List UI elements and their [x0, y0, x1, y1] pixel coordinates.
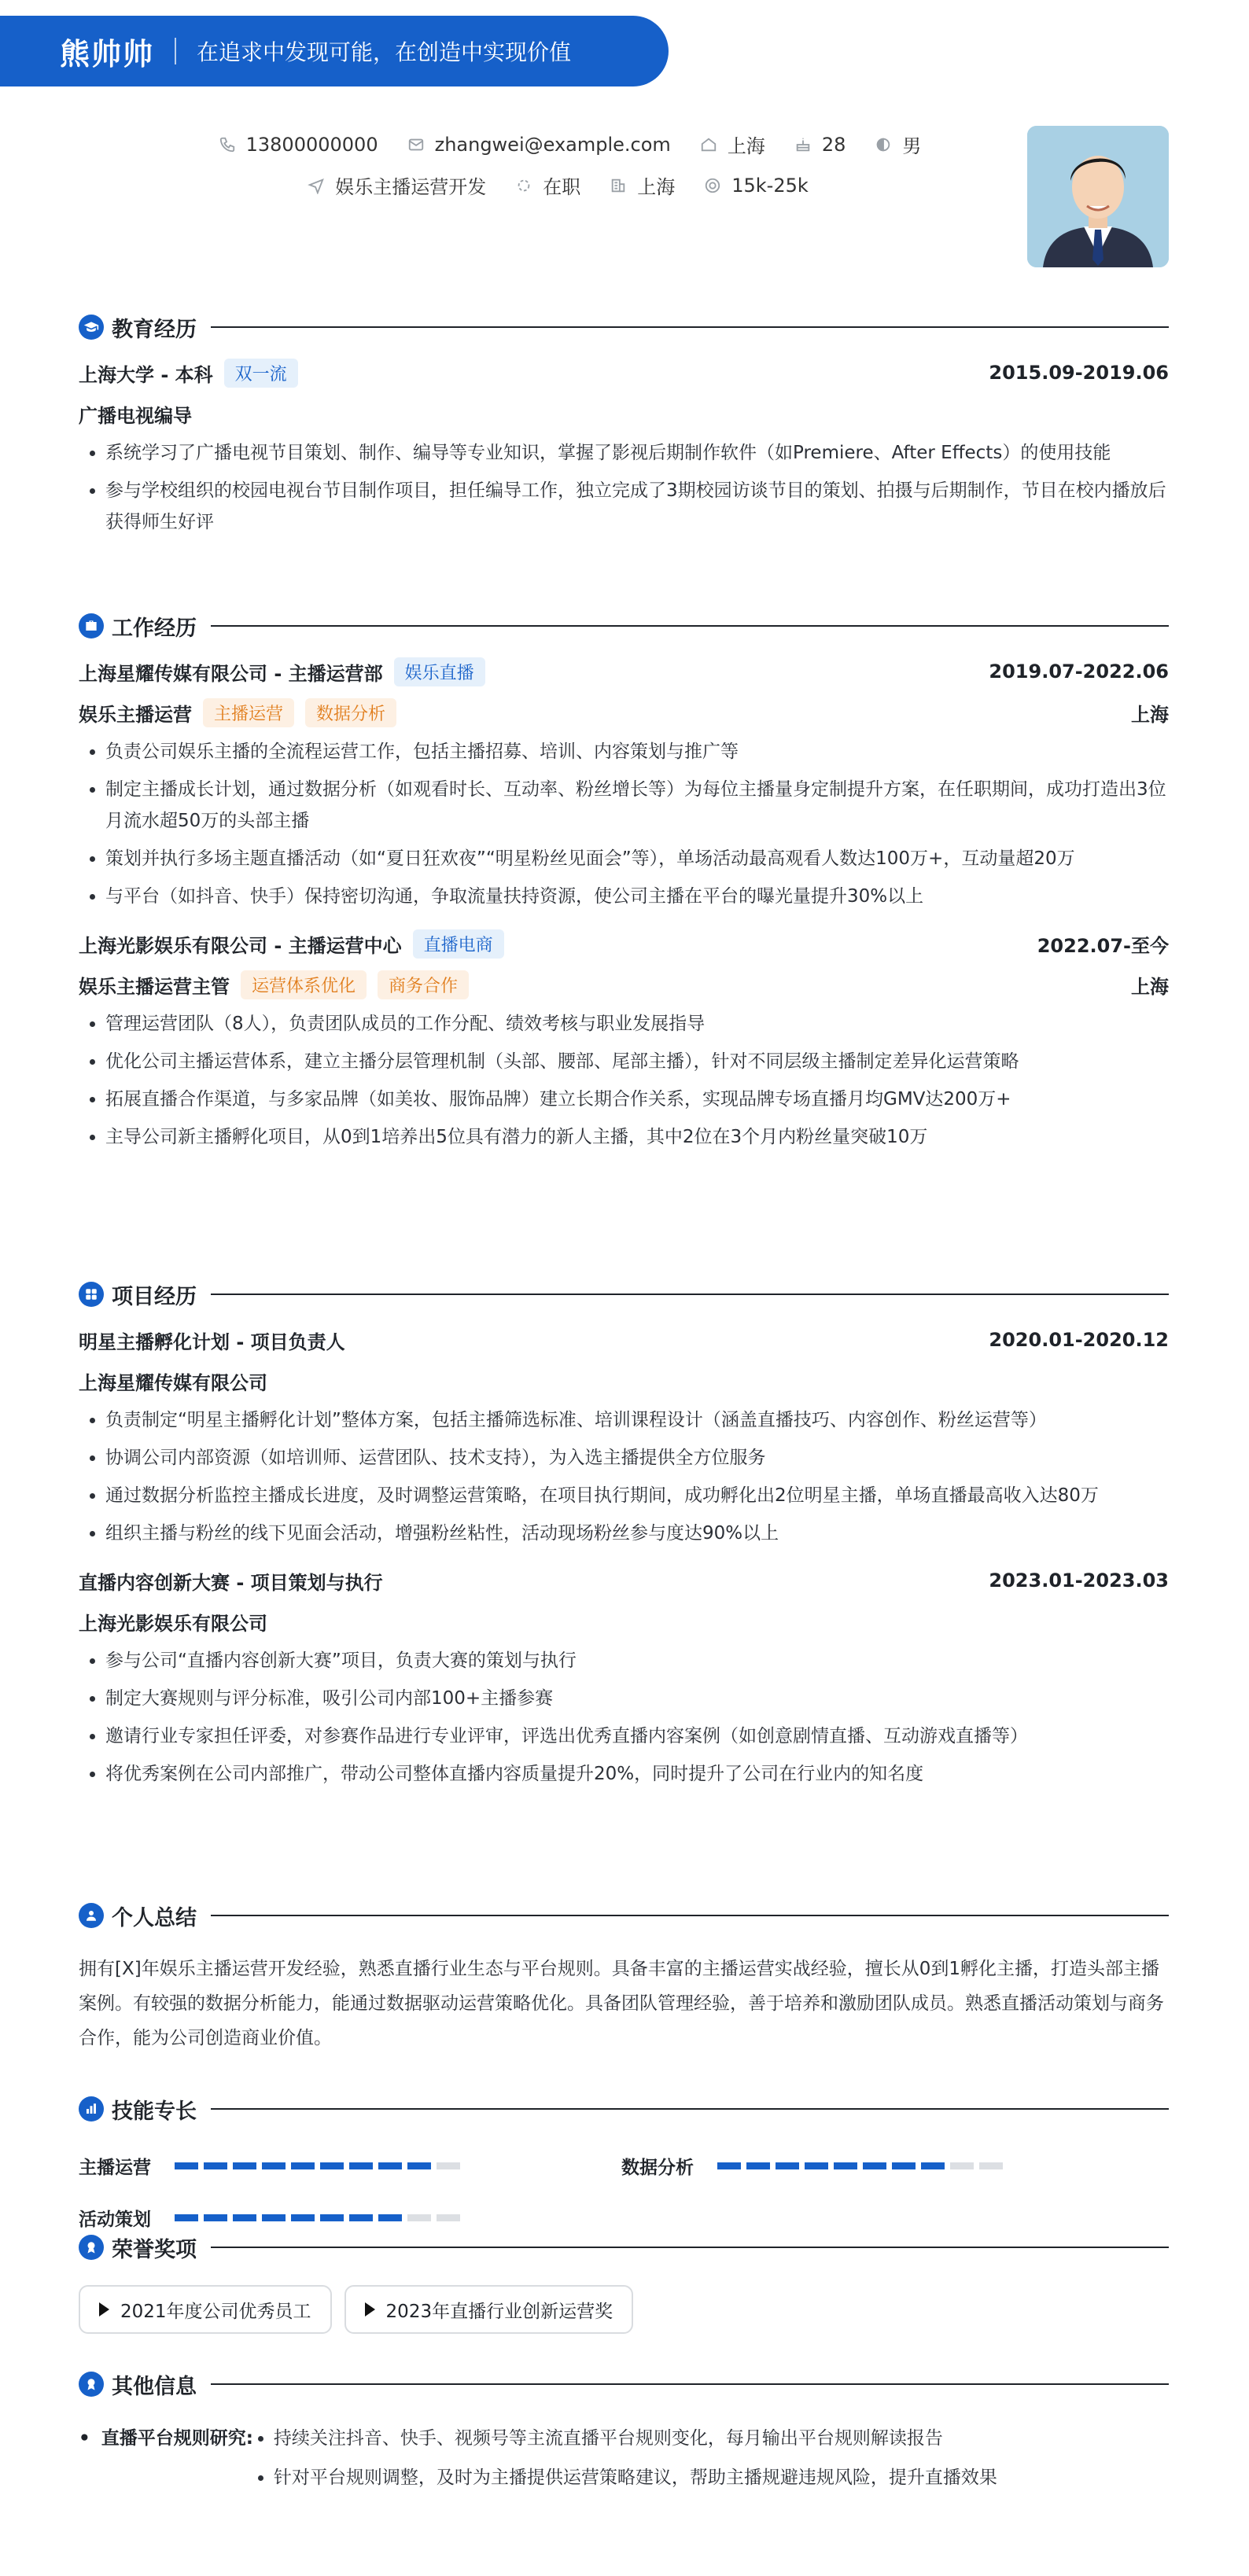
- skill-segment: [262, 2214, 286, 2221]
- email-value: zhangwei@example.com: [434, 133, 671, 156]
- skill-level-bar: [175, 2214, 466, 2221]
- mail-icon: [407, 135, 426, 154]
- summary-text: 拥有[X]年娱乐主播运营开发经验，熟悉直播行业生态与平台规则。具备丰富的主播运营实战经验，擅长从0到1孵化主播，打造头部主播案例。有较强的数据分析能力，能通过数据驱动运营策略优化。具备团队管理经验，善于培养和激励团队成员。熟悉直播活动策划与商务合作，能为公司创造商业价值。: [79, 1959, 1164, 2048]
- list-item: • 管理运营团队（8人），负责团队成员的工作分配、绩效考核与职业发展指导: [105, 1008, 1169, 1040]
- section-title: 荣誉奖项: [112, 2237, 197, 2262]
- company-name: [79, 929, 504, 959]
- age-value: 28: [821, 133, 846, 156]
- honors-list: [79, 2285, 1169, 2334]
- work-bullets: [79, 1008, 1169, 1153]
- list-item: • 主导公司新主播孵化项目，从0到1培养出5位具有潜力的新人主播，其中2位在3个月内粉丝量突破10万: [105, 1121, 1169, 1153]
- work-city: 上海: [1131, 975, 1169, 998]
- list-item: • 将优秀案例在公司内部推广，带动公司整体直播内容质量提升20%，同时提升了公司在行业内的知名度: [105, 1758, 1169, 1790]
- section-title: 个人总结: [112, 1905, 197, 1930]
- other-section: [79, 2368, 1169, 2497]
- project-bullets: [79, 1404, 1169, 1549]
- skill-tag: 运营体系优化: [241, 970, 367, 999]
- education-entry-header: [79, 357, 1169, 388]
- section-divider: [211, 2383, 1169, 2385]
- skill-tag: 主播运营: [203, 698, 294, 727]
- section-divider: [211, 2247, 1169, 2248]
- gender-value: 男: [902, 135, 922, 157]
- send-icon: [307, 176, 326, 195]
- project-company-label: 上海光影娱乐有限公司: [79, 1612, 267, 1635]
- section-divider: [211, 326, 1169, 328]
- other-bullets: [253, 2419, 997, 2497]
- work-city: 上海: [1131, 703, 1169, 726]
- salary-value: 15k-25k: [731, 174, 809, 197]
- play-icon: [365, 2302, 375, 2317]
- job-status: [514, 171, 580, 199]
- skill-segment: [233, 2214, 256, 2221]
- work-date: 2022.07-至今: [1037, 934, 1169, 957]
- skill-segment: [437, 2214, 460, 2221]
- role-label: 娱乐主播运营: [79, 703, 192, 726]
- skill-segment: [204, 2162, 227, 2169]
- skill-segment: [291, 2214, 315, 2221]
- cake-icon: [794, 135, 812, 154]
- list-item: • 针对平台规则调整，及时为主播提供运营策略建议，帮助主播规避违规风险，提升直播效果: [274, 2458, 997, 2497]
- section-header: [79, 610, 1169, 642]
- skill-segment: [407, 2214, 431, 2221]
- status-icon: [514, 176, 533, 195]
- education-bullets: [79, 437, 1169, 538]
- contact-email: [407, 134, 671, 156]
- project-company: [79, 1365, 1169, 1397]
- graduation-cap-icon: [79, 315, 104, 340]
- user-icon: [79, 1903, 104, 1928]
- skill-segment: [776, 2162, 799, 2169]
- section-header: [79, 1279, 1169, 1310]
- list-item: • 拓展直播合作渠道，与多家品牌（如美妆、服饰品牌）建立长期合作关系，实现品牌专场直播月均GMV达200万+: [105, 1084, 1169, 1115]
- bullet-dot: •: [79, 2428, 90, 2449]
- project-entry-header: [79, 1324, 1169, 1356]
- skill-segment: [378, 2214, 402, 2221]
- header-banner: [0, 16, 669, 86]
- skill-segment: [262, 2162, 286, 2169]
- contact-age: [794, 134, 846, 156]
- skill-segment: [175, 2162, 198, 2169]
- work-entry-header: [79, 928, 1169, 959]
- other-label-wrap: [79, 2419, 253, 2497]
- major: [79, 398, 1169, 429]
- list-item: • 系统学习了广播电视节目策划、制作、编导等专业知识，掌握了影视后期制作软件（如Premiere、After Effects）的使用技能: [105, 437, 1169, 469]
- company-label: 上海光影娱乐有限公司 - 主播运营中心: [79, 934, 402, 957]
- home-icon: [699, 135, 718, 154]
- salary: [703, 175, 809, 197]
- section-header: [79, 2093, 1169, 2125]
- phone-value: 13800000000: [245, 133, 378, 156]
- skill-item: [621, 2148, 1164, 2183]
- project-section: [79, 1279, 1169, 1796]
- skill-segment: [805, 2162, 828, 2169]
- skill-item: [79, 2148, 621, 2183]
- honor-item: [344, 2285, 634, 2334]
- role: [79, 698, 396, 727]
- chart-icon: [79, 2096, 104, 2122]
- skill-segment: [717, 2162, 741, 2169]
- skill-segment: [407, 2162, 431, 2169]
- list-item: • 负责制定“明星主播孵化计划”整体方案，包括主播筛选标准、培训课程设计（涵盖直播技巧、内容创作、粉丝运营等）: [105, 1404, 1169, 1436]
- section-title: 项目经历: [112, 1284, 197, 1309]
- skill-name: 数据分析: [621, 2157, 694, 2178]
- school-label: 上海大学 - 本科: [79, 363, 213, 386]
- skill-segment: [349, 2214, 373, 2221]
- list-item: • 参与公司“直播内容创新大赛”项目，负责大赛的策划与执行: [105, 1645, 1169, 1676]
- skill-segment: [746, 2162, 770, 2169]
- skill-segment: [892, 2162, 916, 2169]
- skills-section: [79, 2093, 1169, 2235]
- phone-icon: [218, 135, 237, 154]
- project-date: 2023.01-2023.03: [989, 1570, 1169, 1592]
- project-date: 2020.01-2020.12: [989, 1329, 1169, 1351]
- skill-segment: [863, 2162, 886, 2169]
- project-company: [79, 1606, 1169, 1637]
- honor-item: [79, 2285, 332, 2334]
- briefcase-icon: [79, 613, 104, 638]
- education-date: 2015.09-2019.06: [989, 362, 1169, 384]
- candidate-name: 熊帅帅: [60, 36, 155, 72]
- other-label: 直播平台规则研究:: [101, 2428, 253, 2449]
- major-label: 广播电视编导: [79, 404, 192, 427]
- section-header: [79, 1900, 1169, 1931]
- skill-tag: 商务合作: [378, 970, 469, 999]
- skill-segment: [979, 2162, 1003, 2169]
- section-title: 工作经历: [112, 616, 197, 641]
- honor-label: 2023年直播行业创新运营奖: [385, 2301, 613, 2322]
- work-bullets: [79, 736, 1169, 912]
- industry-tag: 直播电商: [413, 929, 504, 959]
- honor-label: 2021年度公司优秀员工: [120, 2301, 311, 2322]
- skill-segment: [320, 2214, 344, 2221]
- award-icon: [79, 2235, 104, 2260]
- project-company-label: 上海星耀传媒有限公司: [79, 1371, 267, 1394]
- section-title: 教育经历: [112, 317, 197, 342]
- list-item: • 策划并执行多场主题直播活动（如“夏日狂欢夜”“明星粉丝见面会”等），单场活动最高观看人数达100万+，互动量超20万: [105, 843, 1169, 874]
- money-icon: [703, 176, 722, 195]
- company-name: [79, 657, 485, 686]
- target-city-value: 上海: [637, 176, 676, 198]
- section-divider: [211, 625, 1169, 627]
- skill-level-bar: [175, 2162, 466, 2169]
- contact-phone: [218, 134, 378, 156]
- skill-segment: [921, 2162, 945, 2169]
- skill-segment: [320, 2162, 344, 2169]
- list-item: • 协调公司内部资源（如培训师、运营团队、技术支持），为入选主播提供全方位服务: [105, 1442, 1169, 1474]
- contact-city: [699, 131, 765, 158]
- section-title: 其他信息: [112, 2374, 197, 2399]
- role: [79, 970, 469, 999]
- skill-segment: [204, 2214, 227, 2221]
- contact-gender: [874, 131, 921, 158]
- project-bullets: [79, 1645, 1169, 1790]
- other-row: [79, 2419, 1169, 2497]
- project-entry-header: [79, 1565, 1169, 1596]
- skill-segment: [378, 2162, 402, 2169]
- school-tag: 双一流: [224, 359, 298, 388]
- skill-segment: [349, 2162, 373, 2169]
- skill-name: 活动策划: [79, 2209, 151, 2230]
- list-item: • 制定主播成长计划，通过数据分析（如观看时长、互动率、粉丝增长等）为每位主播量身定制提升方案，在任职期间，成功打造出3位月流水超50万的头部主播: [105, 774, 1169, 837]
- list-item: • 参与学校组织的校园电视台节目制作项目，担任编导工作，独立完成了3期校园访谈节目的策划、拍摄与后期制作，节目在校内播放后获得师生好评: [105, 475, 1169, 538]
- avatar: [1027, 126, 1169, 267]
- section-divider: [211, 1915, 1169, 1916]
- list-item: • 通过数据分析监控主播成长进度，及时调整运营策略，在项目执行期间，成功孵化出2位明星主播，单场直播最高收入达80万: [105, 1480, 1169, 1511]
- skills-grid: [79, 2148, 1169, 2235]
- section-header: [79, 2368, 1169, 2400]
- summary-section: [79, 1900, 1169, 2055]
- banner-divider: [175, 38, 176, 64]
- skill-segment: [291, 2162, 315, 2169]
- list-item: • 负责公司娱乐主播的全流程运营工作，包括主播招募、培训、内容策划与推广等: [105, 736, 1169, 767]
- skill-tag: 数据分析: [305, 698, 396, 727]
- section-divider: [211, 1294, 1169, 1295]
- list-item: • 邀请行业专家担任评委，对参赛作品进行专业评审，评选出优秀直播内容案例（如创意剧情直播、互动游戏直播等）: [105, 1720, 1169, 1752]
- building-icon: [609, 176, 628, 195]
- list-item: • 与平台（如抖音、快手）保持密切沟通，争取流量扶持资源，使公司主播在平台的曝光量提升30%以上: [105, 881, 1169, 912]
- industry-tag: 娱乐直播: [394, 657, 485, 686]
- skill-segment: [950, 2162, 974, 2169]
- gender-icon: [874, 135, 893, 154]
- list-item: • 持续关注抖音、快手、视频号等主流直播平台规则变化，每月输出平台规则解读报告: [274, 2419, 997, 2458]
- role-row: [79, 697, 1169, 728]
- candidate-slogan: 在追求中发现可能，在创造中实现价值: [197, 39, 572, 65]
- target-job: [307, 171, 486, 199]
- role-row: [79, 969, 1169, 1000]
- city-value: 上海: [727, 135, 765, 157]
- education-section: [79, 311, 1169, 544]
- section-header: [79, 311, 1169, 343]
- project-title: 直播内容创新大赛 - 项目策划与执行: [79, 1571, 383, 1594]
- other-info: [79, 2419, 1169, 2497]
- work-entry-header: [79, 656, 1169, 687]
- skill-segment: [175, 2214, 198, 2221]
- target-job-value: 娱乐主播运营开发: [335, 176, 487, 198]
- skill-name: 主播运营: [79, 2157, 151, 2178]
- job-status-value: 在职: [543, 176, 581, 198]
- skill-segment: [834, 2162, 857, 2169]
- project-title: 明星主播孵化计划 - 项目负责人: [79, 1330, 345, 1353]
- section-divider: [211, 2108, 1169, 2110]
- list-item: • 组织主播与粉丝的线下见面会活动，增强粉丝粘性，活动现场粉丝参与度达90%以上: [105, 1518, 1169, 1549]
- skill-segment: [233, 2162, 256, 2169]
- award-icon: [79, 2372, 104, 2397]
- grid-icon: [79, 1282, 104, 1307]
- section-header: [79, 2232, 1169, 2263]
- play-icon: [99, 2302, 109, 2317]
- section-title: 技能专长: [112, 2099, 197, 2124]
- skill-item: [79, 2200, 621, 2235]
- work-section: [79, 610, 1169, 1159]
- skill-segment: [437, 2162, 460, 2169]
- skill-level-bar: [717, 2162, 1008, 2169]
- target-city: [609, 171, 675, 199]
- school-name: [79, 359, 298, 388]
- list-item: • 制定大赛规则与评分标准，吸引公司内部100+主播参赛: [105, 1683, 1169, 1714]
- role-label: 娱乐主播运营主管: [79, 975, 230, 998]
- work-date: 2019.07-2022.06: [989, 661, 1169, 683]
- company-label: 上海星耀传媒有限公司 - 主播运营部: [79, 662, 383, 685]
- list-item: • 优化公司主播运营体系，建立主播分层管理机制（头部、腰部、尾部主播），针对不同层级主播制定差异化运营策略: [105, 1046, 1169, 1077]
- honors-section: [79, 2232, 1169, 2334]
